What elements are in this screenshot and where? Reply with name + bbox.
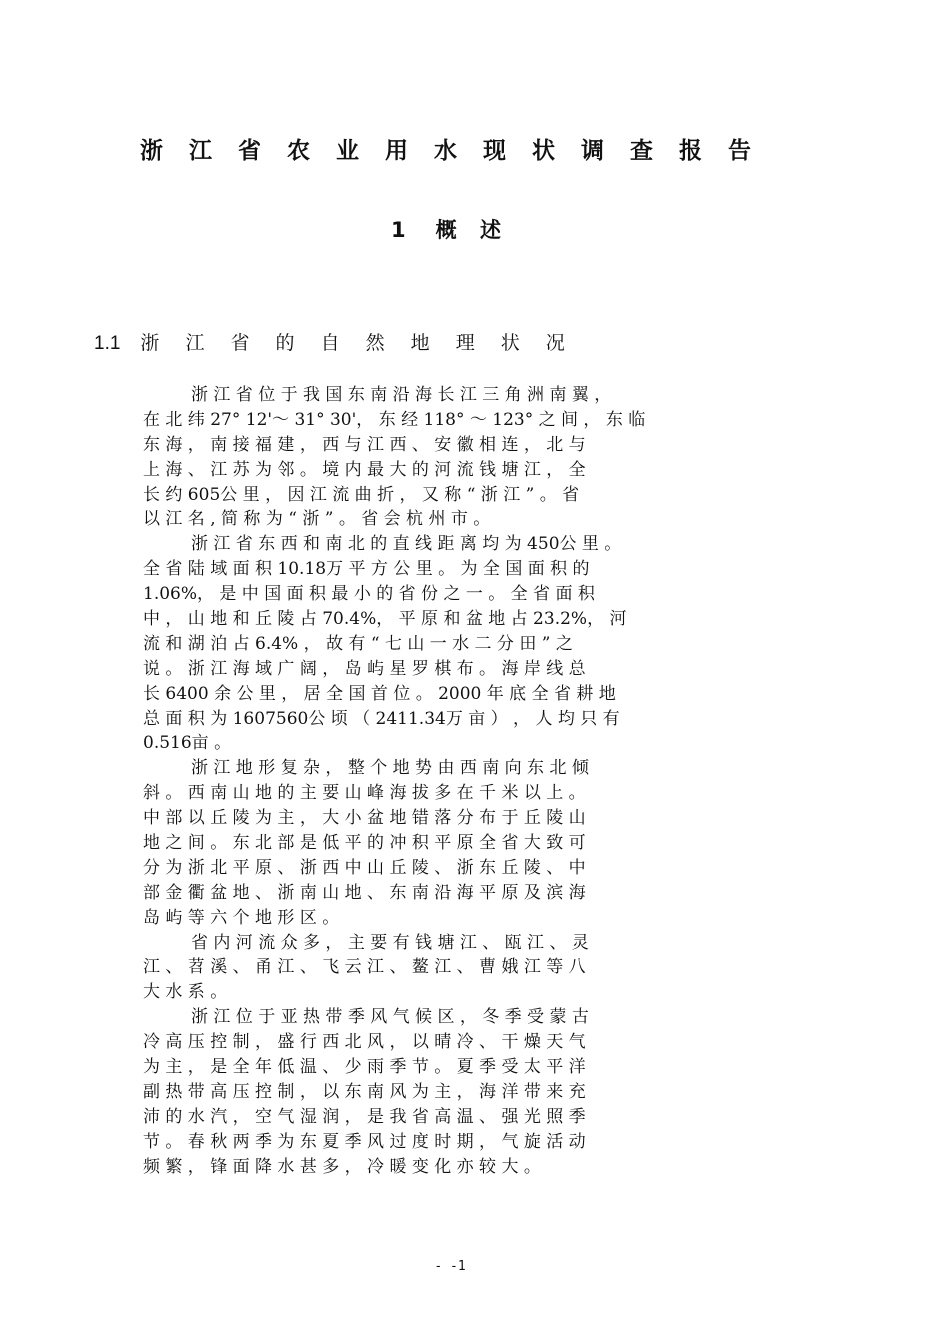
text-line: 浙 江 地 形 复 杂 ， 整 个 地 势 由 西 南 向 东 北 倾 — [191, 758, 589, 779]
text-line: 浙 江 位 于 亚 热 带 季 风 气 候 区 ， 冬 季 受 蒙 古 — [191, 1007, 589, 1028]
body-text — [143, 383, 808, 1180]
text-line: 中 部 以 丘 陵 为 主 ， 大 小 盆 地 错 落 分 布 于 丘 陵 山 — [143, 808, 586, 829]
text-line: 东 海 ， 南 接 福 建 ， 西 与 江 西 、 安 徽 相 连 ， 北 与 — [143, 434, 586, 455]
text-line: 大 水 系 。 — [143, 982, 228, 1003]
text-line: 在 北 纬 27° 12'～ 31° 30'， 东 经 118° ～ 123° 之 间 ， 东 临 — [143, 409, 646, 430]
text-line: 0.516亩 。 — [143, 733, 232, 754]
chapter-title: 概 述 — [435, 218, 509, 242]
text-line: 总 面 积 为 1607560公 顷 （ 2411.34万 亩 ） ， 人 均 只 有 — [143, 708, 620, 729]
text-line: 为 主 ， 是 全 年 低 温 、 少 雨 季 节 。 夏 季 受 太 平 洋 — [143, 1057, 586, 1078]
chapter-heading — [0, 214, 900, 244]
section-title: 浙 江 省 的 自 然 地 理 状 况 — [140, 332, 575, 354]
text-line: 浙 江 省 东 西 和 南 北 的 直 线 距 离 均 为 450公 里 。 — [191, 534, 622, 555]
text-line: 沛 的 水 汽 ， 空 气 湿 润 ， 是 我 省 高 温 、 强 光 照 季 — [143, 1106, 586, 1127]
section-heading — [94, 328, 575, 355]
page-number: - -1 — [434, 1259, 466, 1274]
text-line: 频 繁 ， 锋 面 降 水 甚 多 ， 冷 暖 变 化 亦 较 大 。 — [143, 1156, 541, 1177]
text-line: 岛 屿 等 六 个 地 形 区 。 — [143, 907, 340, 928]
text-line: 分 为 浙 北 平 原 、 浙 西 中 山 丘 陵 、 浙 东 丘 陵 、 中 — [143, 857, 586, 878]
text-line: 地 之 间 。 东 北 部 是 低 平 的 冲 积 平 原 全 省 大 致 可 — [143, 833, 586, 854]
section-number: 1.1 — [94, 333, 121, 354]
document-title: 浙 江 省 农 业 用 水 现 状 调 查 报 告 — [139, 138, 761, 164]
text-line: 浙 江 省 位 于 我 国 东 南 沿 海 长 江 三 角 洲 南 翼 ， — [191, 385, 612, 405]
chapter-number: 1 — [391, 218, 406, 242]
text-line: 长 约 605公 里 ， 因 江 流 曲 折 ， 又 称 “ 浙 江 ” 。 省 — [143, 484, 580, 505]
text-line: 副 热 带 高 压 控 制 ， 以 东 南 风 为 主 ， 海 洋 带 来 充 — [143, 1081, 586, 1102]
text-line: 长 6400 余 公 里 ， 居 全 国 首 位 。 2000 年 底 全 省 耕 地 — [143, 683, 616, 704]
text-line: 1.06%， 是 中 国 面 积 最 小 的 省 份 之 一 。 全 省 面 积 — [143, 584, 595, 605]
text-line: 节 。 春 秋 两 季 为 东 夏 季 风 过 度 时 期 ， 气 旋 活 动 — [143, 1131, 586, 1152]
text-line: 全 省 陆 域 面 积 10.18万 平 方 公 里 。 为 全 国 面 积 的 — [143, 559, 590, 580]
text-line: 冷 高 压 控 制 ， 盛 行 西 北 风 ， 以 晴 冷 、 干 燥 天 气 — [143, 1032, 586, 1053]
text-line: 江 、 苕 溪 、 甬 江 、 飞 云 江 、 鳌 江 、 曹 娥 江 等 八 — [143, 957, 586, 978]
text-line: 说 。 浙 江 海 域 广 阔 ， 岛 屿 星 罗 棋 布 。 海 岸 线 总 — [143, 658, 586, 679]
text-line: 省 内 河 流 众 多 ， 主 要 有 钱 塘 江 、 瓯 江 、 灵 — [191, 932, 589, 953]
text-line: 以 江 名 , 简 称 为 “ 浙 ” 。 省 会 杭 州 市 。 — [143, 509, 491, 530]
text-line: 中 ， 山 地 和 丘 陵 占 70.4%， 平 原 和 盆 地 占 23.2%， 河 — [143, 609, 627, 630]
text-line: 部 金 衢 盆 地 、 浙 南 山 地 、 东 南 沿 海 平 原 及 滨 海 — [143, 882, 586, 903]
text-line: 上 海 、 江 苏 为 邻 。 境 内 最 大 的 河 流 钱 塘 江 ， 全 — [143, 459, 586, 480]
text-line: 斜 。 西 南 山 地 的 主 要 山 峰 海 拔 多 在 千 米 以 上 。 — [143, 783, 586, 804]
text-line: 流 和 湖 泊 占 6.4% ， 故 有 “ 七 山 一 水 二 分 田 ” 之 — [143, 633, 573, 654]
